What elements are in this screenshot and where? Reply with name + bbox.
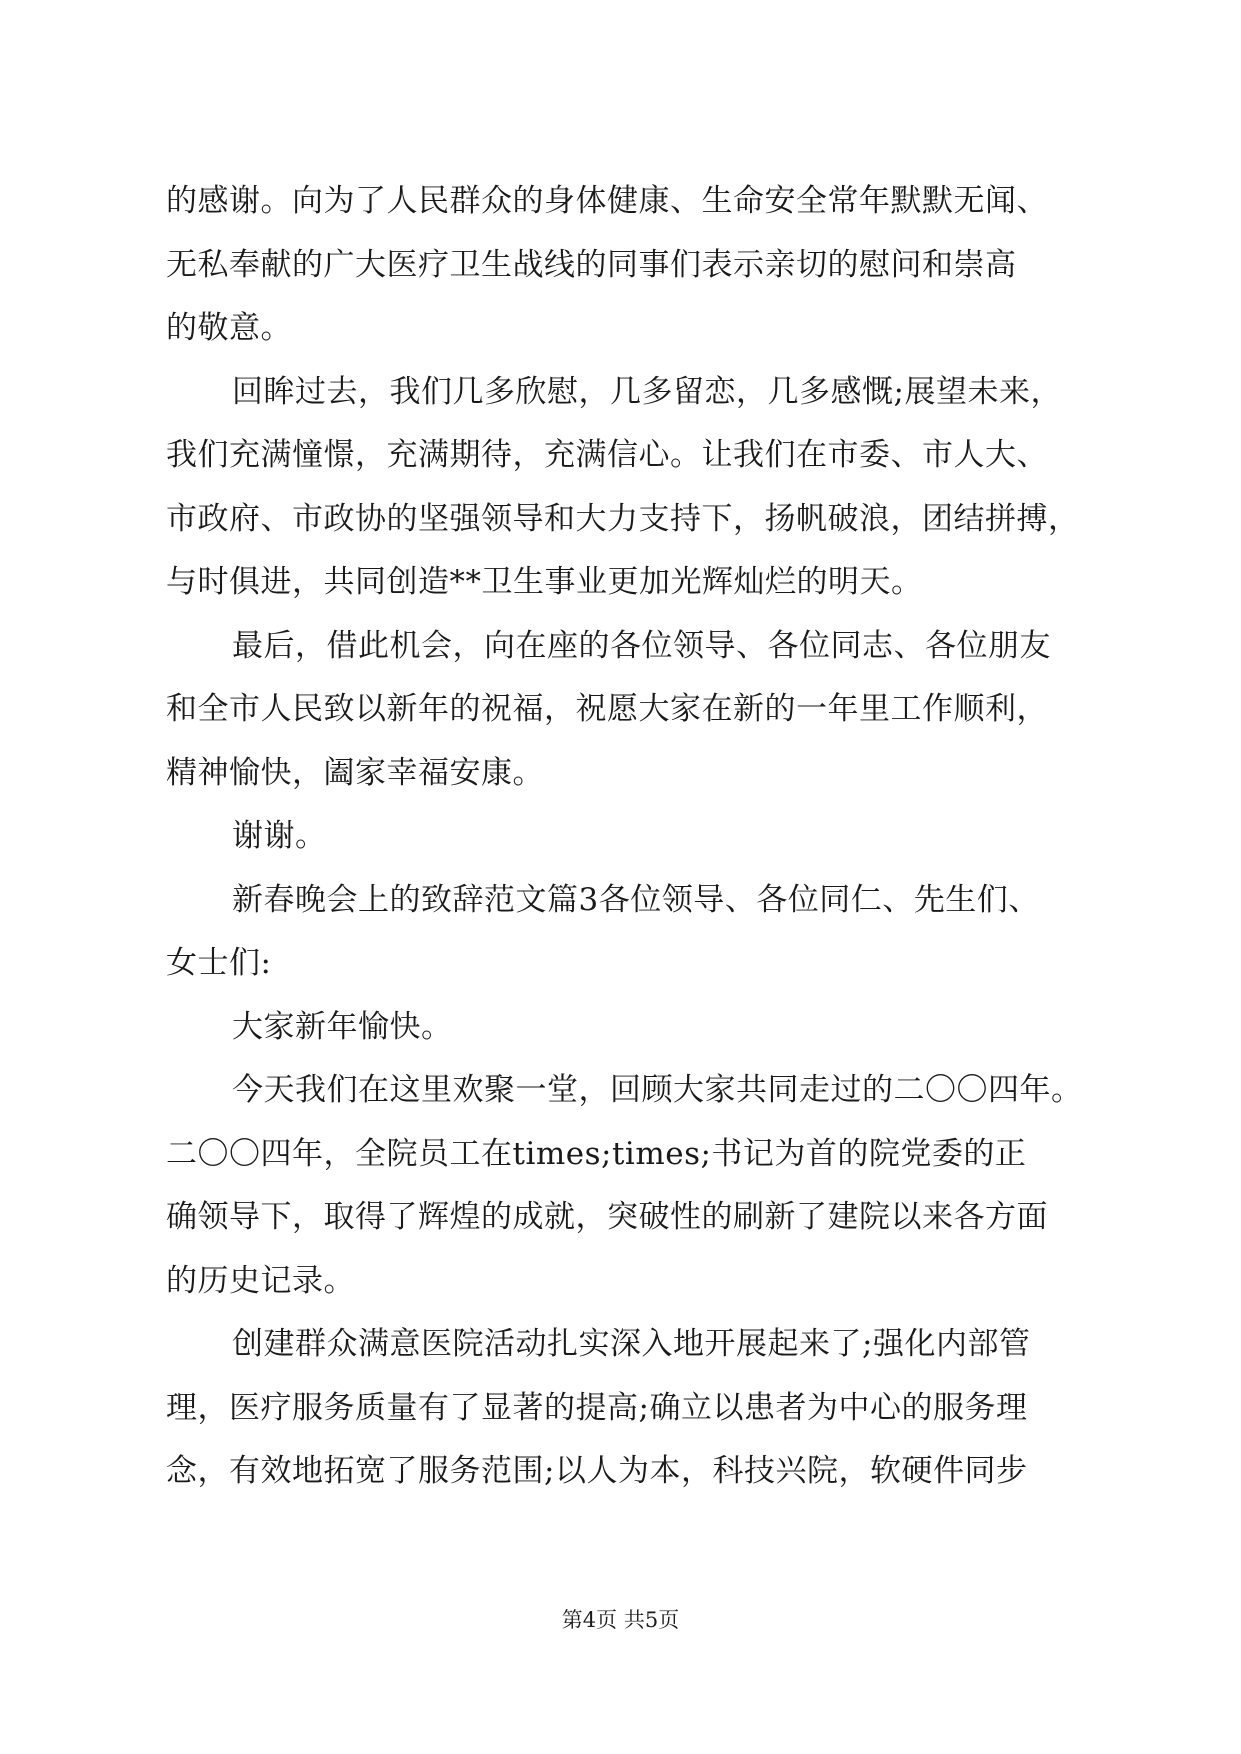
text-line: 最后，借此机会，向在座的各位领导、各位同志、各位朋友 (232, 627, 1051, 664)
text-line: 理，医疗服务质量有了显著的提高;确立以患者为中心的服务理 (166, 1389, 1028, 1426)
text-line: 今天我们在这里欢聚一堂，回顾大家共同走过的二〇〇四年。 (232, 1072, 1083, 1108)
text-line: 的历史记录。 (166, 1262, 355, 1299)
text-line: 与时俱进，共同创造**卫生事业更加光辉灿烂的明天。 (166, 564, 923, 600)
text-line: 新春晚会上的致辞范文篇3各位领导、各位同仁、先生们、 (232, 881, 1040, 918)
text-line: 确领导下，取得了辉煌的成就，突破性的刷新了建院以来各方面 (166, 1199, 1048, 1235)
text-line: 精神愉快，阖家幸福安康。 (166, 754, 544, 791)
text-line: 回眸过去，我们几多欣慰，几多留恋，几多感慨;展望未来， (232, 373, 1062, 410)
text-line: 创建群众满意医院活动扎实深入地开展起来了;强化内部管 (232, 1326, 1031, 1362)
page-number: 第4页 共5页 (561, 1608, 680, 1632)
text-line: 女士们: (166, 945, 272, 981)
text-line: 市政府、市政协的坚强领导和大力支持下，扬帆破浪，团结拼搏， (166, 500, 1080, 537)
text-line: 的敬意。 (166, 310, 292, 346)
text-line: 无私奉献的广大医疗卫生战线的同事们表示亲切的慰问和崇高 (166, 246, 1017, 283)
text-line: 念，有效地拓宽了服务范围;以人为本，科技兴院，软硬件同步 (166, 1453, 1028, 1489)
text-line: 我们充满憧憬，充满期待，充满信心。让我们在市委、市人大、 (166, 437, 1048, 473)
text-line: 和全市人民致以新年的祝福，祝愿大家在新的一年里工作顺利， (166, 691, 1048, 727)
page-footer (0, 1605, 1241, 1635)
body-text (166, 170, 1086, 1504)
text-line: 的感谢。向为了人民群众的身体健康、生命安全常年默默无闻、 (166, 183, 1048, 219)
text-line: 二〇〇四年，全院员工在times;times;书记为首的院党委的正 (166, 1135, 1027, 1172)
text-line: 谢谢。 (232, 818, 327, 854)
text-line: 大家新年愉快。 (232, 1008, 453, 1045)
